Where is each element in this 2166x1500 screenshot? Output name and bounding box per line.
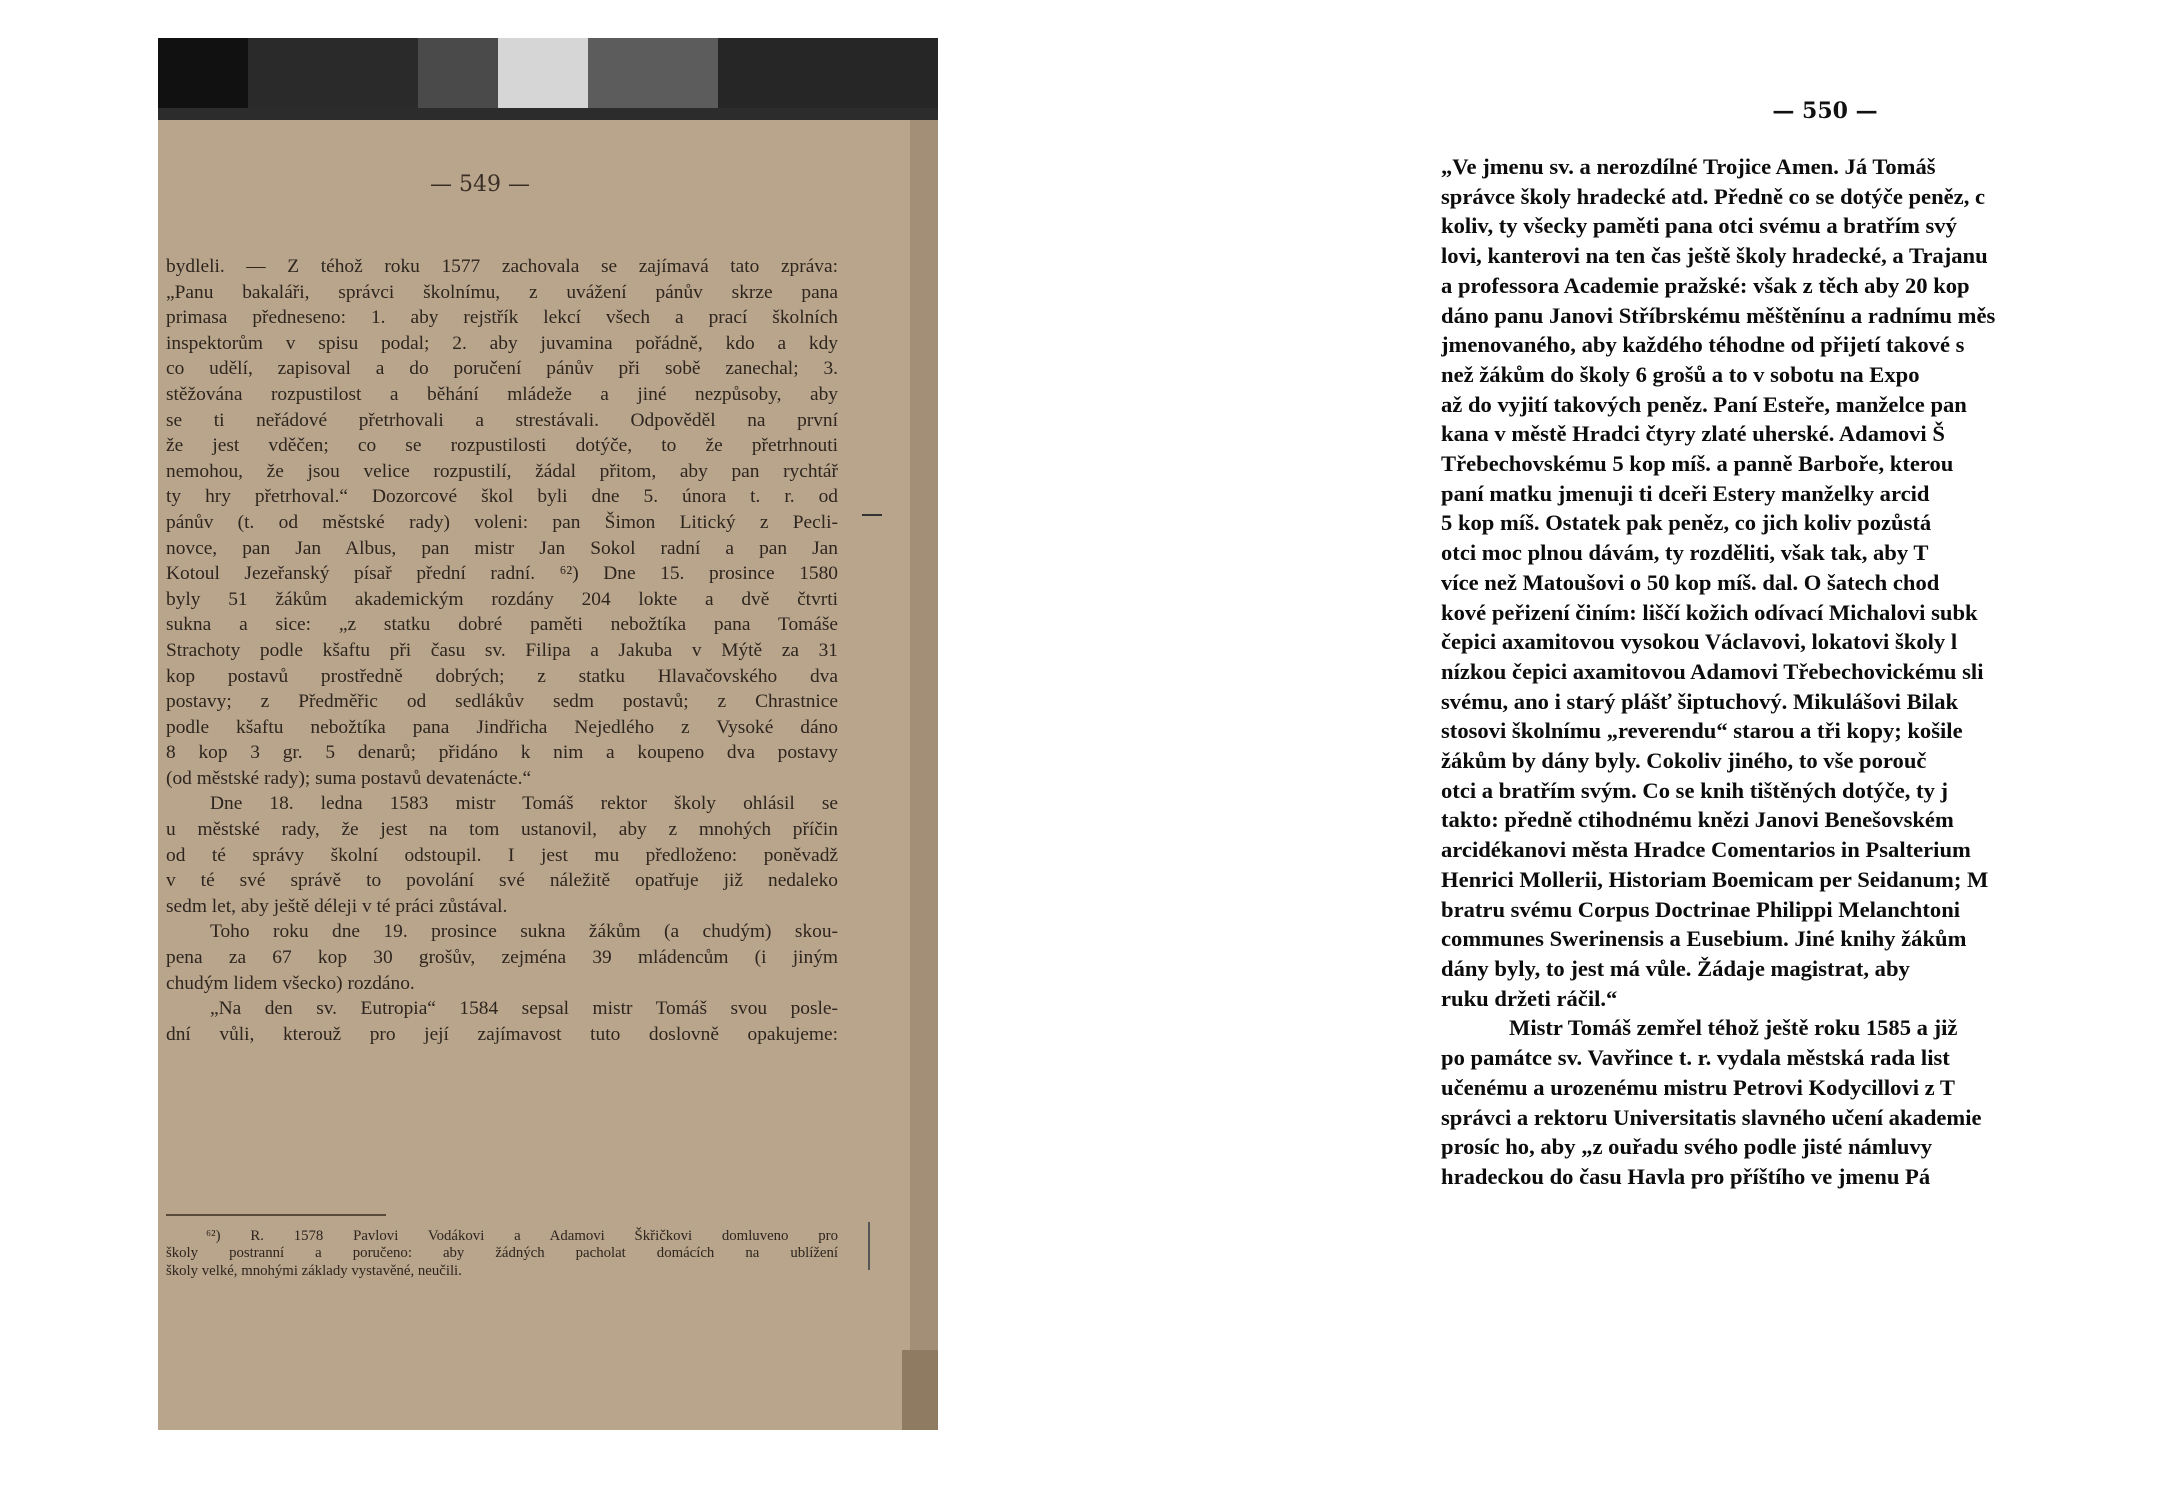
text-line: podle kšaftu nebožtíka pana Jindřicha Nejedlého z Vysoké dáno xyxy=(166,716,838,738)
text-line: kové peřizení činím: liščí kožich odívací Michalovi subk xyxy=(1441,599,1978,625)
text-line: Mistr Tomáš zemřel téhož ještě roku 1585 a již xyxy=(1509,1015,1958,1041)
text-line: novce, pan Jan Albus, pan mistr Jan Sokol radní a pan Jan xyxy=(166,537,838,559)
text-line: primasa předneseno: 1. aby rejstřík lekcí všech a prací školních xyxy=(166,307,838,329)
text-line: sedm let, aby ještě déleji v té práci zůstával. xyxy=(166,895,508,917)
text-line: hradeckou do času Havla pro příštího ve jmenu Pá xyxy=(1441,1163,1931,1189)
text-line: 5 kop míš. Ostatek pak peněz, co jich koliv pozůstá xyxy=(1441,510,1932,536)
text-line: byly 51 žákům akademickým rozdány 204 lokte a dvě čtvrti xyxy=(166,588,838,610)
text-line: než žákům do školy 6 grošů a to v sobotu na Expo xyxy=(1441,361,1920,387)
page-corner-shadow xyxy=(902,1350,938,1430)
text-line: prosíc ho, aby „z ouřadu svého podle jisté námluvy xyxy=(1441,1134,1933,1160)
text-line: žákům by dány byly. Cokoliv jiného, to vše porouč xyxy=(1441,748,1927,774)
right-page-body xyxy=(1441,152,2033,1282)
text-line: dány byly, to jest má vůle. Žádaje magistrat, aby xyxy=(1441,955,1910,981)
text-line: Třebechovskému 5 kop míš. a panně Barboře, kterou xyxy=(1441,451,1954,477)
text-line: čepici axamitovou vysokou Václavovi, lokatovi školy l xyxy=(1441,629,1958,655)
left-page-number: — 549 — xyxy=(430,172,530,197)
text-line: Henrici Mollerii, Historiam Boemicam per Seidanum; M xyxy=(1441,866,1989,892)
footnote-line: školy postranní a poručeno: aby žádných pacholat domácích na ublížení xyxy=(166,1245,838,1262)
footnote-line: ⁶²) R. 1578 Pavlovi Vodákovi a Adamovi Škřičkovi domluveno pro xyxy=(206,1228,838,1244)
dark-scan-band xyxy=(158,38,938,120)
text-line: (od městské rady); suma postavů devatenácte.“ xyxy=(166,767,532,789)
page-edge-shadow xyxy=(910,120,938,1430)
text-line: a professora Academie pražské: však z těch aby 20 kop xyxy=(1441,272,1970,298)
text-line: dáno panu Janovi Stříbrskému měštěnínu a radnímu měs xyxy=(1441,302,1996,328)
text-line: sukna a sice: „z statku dobré paměti nebožtíka pana Tomáše xyxy=(166,614,838,636)
text-line: v té své správě to povolání své náležitě opatřuje již nedaleko xyxy=(166,870,838,892)
text-line: ty hry přetrhoval.“ Dozorcové škol byli dne 5. února t. r. od xyxy=(166,486,838,508)
text-line: „Na den sv. Eutropia“ 1584 sepsal mistr Tomáš svou posle- xyxy=(210,998,838,1020)
text-line: nemohou, že jsou velice rozpustilí, žádal přitom, aby pan rychtář xyxy=(166,460,838,482)
text-line: že jest vděčen; co se rozpustilosti dotýče, to že přetrhnouti xyxy=(166,435,838,457)
text-line: se ti neřádové přetrhovali a strestávali. Odpověděl na první xyxy=(166,409,838,431)
text-line: chudým lidem všecko) rozdáno. xyxy=(166,972,415,994)
text-line: inspektorům v spisu podal; 2. aby juvamina pořádně, kdo a kdy xyxy=(166,332,838,354)
text-line: „Panu bakaláři, správci školnímu, z uvážení pánův skrze pana xyxy=(166,281,838,303)
margin-dash-mark xyxy=(862,514,882,516)
text-line: kana v městě Hradci čtyry zlaté uherské. Adamovi Š xyxy=(1441,421,1945,447)
text-line: Kotoul Jezeřanský písař přední radní. ⁶²) Dne 15. prosince 1580 xyxy=(166,563,838,585)
text-line: Dne 18. ledna 1583 mistr Tomáš rektor školy ohlásil se xyxy=(210,793,838,815)
footnote-line: školy velké, mnohými základy vystavěné, neučili. xyxy=(166,1262,462,1279)
text-line: svému, ano i starý plášť šiptuchový. Mikulášovi Bilak xyxy=(1441,688,1959,714)
text-line: otci moc plnou dávám, ty rozděliti, však tak, aby T xyxy=(1441,540,1929,566)
text-line: koliv, ty všecky paměti pana otci svému a bratřím svý xyxy=(1441,213,1957,239)
text-line: více než Matoušovi o 50 kop míš. dal. O šatech chod xyxy=(1441,569,1940,595)
text-line: od té správy školní odstoupil. I jest mu předloženo: poněvadž xyxy=(166,844,838,866)
text-line: stěžována rozpustilost a běhání mládeže a jiné nezpůsoby, aby xyxy=(166,383,838,405)
text-line: bratru svému Corpus Doctrinae Philippi Melanchtoni xyxy=(1441,896,1961,922)
text-line: u městské rady, že jest na tom ustanovil, aby z mnohých příčin xyxy=(166,819,838,841)
text-line: „Ve jmenu sv. a nerozdílné Trojice Amen. Já Tomáš xyxy=(1441,154,1936,179)
text-line: paní matku jmenuji ti dceři Estery manželky arcid xyxy=(1441,480,1930,506)
margin-bar-mark xyxy=(868,1222,870,1270)
text-line: nízkou čepici axamitovou Adamovi Třebechovickému sli xyxy=(1441,658,1984,684)
right-page-number: — 550 — xyxy=(1772,98,1878,124)
text-line: kop postavů prostředně dobrých; z statku Hlavačovského dva xyxy=(166,665,838,687)
text-line: 8 kop 3 gr. 5 denarů; přidáno k nim a koupeno dva postavy xyxy=(166,742,838,764)
text-line: dní vůli, kterouž pro její zajímavost tuto doslovně opakujeme: xyxy=(166,1023,838,1045)
text-line: učenému a urozenému mistru Petrovi Kodycillovi z T xyxy=(1441,1074,1955,1100)
text-line: co udělí, zapisoval a do poručení pánův při sobě zanechal; 3. xyxy=(166,358,838,380)
text-line: jmenovaného, aby každého téhodne od přijetí takové s xyxy=(1441,332,1965,358)
left-page-footnote xyxy=(166,1228,838,1280)
text-line: communes Swerinensis a Eusebium. Jiné knihy žákům xyxy=(1441,926,1967,952)
text-line: po památce sv. Vavřince t. r. vydala městská rada list xyxy=(1441,1045,1950,1071)
text-line: postavy; z Předměřic od sedlákův sedm postavů; z Chrastnice xyxy=(166,691,838,713)
text-line: lovi, kanterovi na ten čas ještě školy hradecké, a Trajanu xyxy=(1441,243,1988,269)
scan-strip xyxy=(158,108,938,120)
text-line: pánův (t. od městské rady) voleni: pan Šimon Litický z Pecli- xyxy=(166,511,838,533)
text-line: Toho roku dne 19. prosince sukna žákům (a chudým) skou- xyxy=(210,921,838,943)
text-line: správci a rektoru Universitatis slavného učení akademie xyxy=(1441,1104,1982,1130)
left-page-body xyxy=(166,254,838,1047)
footnote-rule xyxy=(166,1214,386,1216)
text-line: takto: předně ctihodnému knězi Janovi Benešovském xyxy=(1441,807,1954,833)
text-line: správce školy hradecké atd. Předně co se dotýče peněz, c xyxy=(1441,183,1986,209)
text-line: pena za 67 kop 30 grošův, zejména 39 mládencům (i jiným xyxy=(166,947,838,969)
text-line: stosovi školnímu „reverendu“ starou a tři kopy; košile xyxy=(1441,718,1963,744)
text-line: arcidékanovi města Hradce Comentarios in Psalterium xyxy=(1441,837,1971,863)
text-line: Strachoty podle kšaftu při času sv. Filipa a Jakuba v Mýtě za 31 xyxy=(166,639,838,661)
text-line: až do vyjití takových peněz. Paní Esteře, manželce pan xyxy=(1441,391,1967,417)
text-line: otci a bratřím svým. Co se knih tištěných dotýče, ty j xyxy=(1441,777,1949,803)
text-line: bydleli. — Z téhož roku 1577 zachovala se zajímavá tato zpráva: xyxy=(166,256,838,277)
text-line: ruku držeti ráčil.“ xyxy=(1441,985,1618,1011)
